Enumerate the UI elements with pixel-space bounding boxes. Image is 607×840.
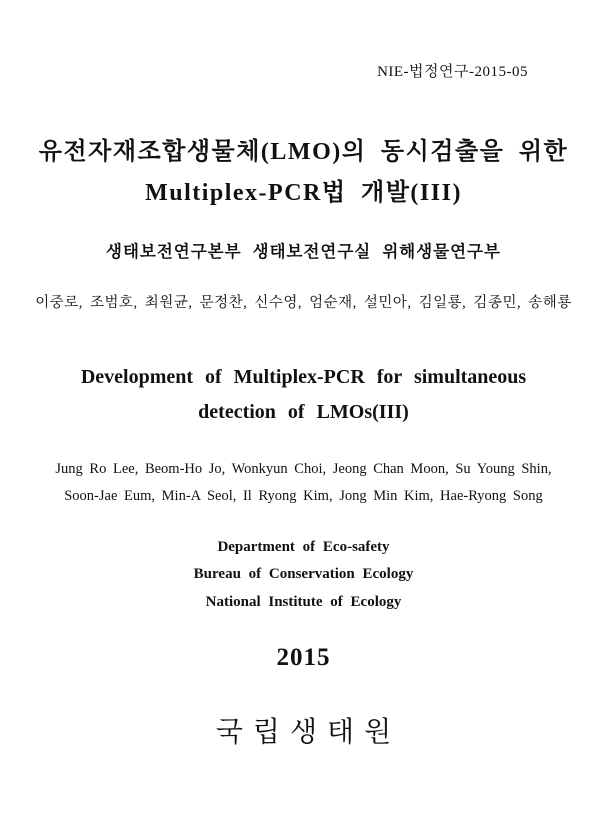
english-authors-line2: Soon-Jae Eum, Min-A Seol, Il Ryong Kim, Jong Min Kim, Hae-Ryong Song <box>64 488 543 504</box>
english-title-line2: detection of LMOs(III) <box>198 401 409 423</box>
korean-title-line2: Multiplex-PCR법 개발(III) <box>145 180 462 206</box>
report-number: NIE-법정연구-2015-05 <box>377 64 528 80</box>
english-affiliation-bureau: Bureau of Conservation Ecology <box>193 566 414 582</box>
korean-title-line1: 유전자재조합생물체(LMO)의 동시검출을 위한 <box>38 139 569 165</box>
korean-affiliation: 생태보전연구본부 생태보전연구실 위해생물연구부 <box>106 242 501 261</box>
english-affiliation-department: Department of Eco-safety <box>217 539 390 555</box>
english-authors-line1: Jung Ro Lee, Beom-Ho Jo, Wonkyun Choi, Jeong Chan Moon, Su Young Shin, <box>55 461 552 477</box>
korean-authors: 이중로, 조범호, 최원균, 문정찬, 신수영, 엄순재, 설민아, 김일룡, 김종민, 송해룡 <box>35 295 572 311</box>
english-affiliation-institute: National Institute of Ecology <box>205 594 402 610</box>
publisher-name: 국립생태원 <box>215 717 402 748</box>
english-title-line1: Development of Multiplex-PCR for simultaneous <box>80 366 527 388</box>
publication-year: 2015 <box>276 644 331 671</box>
